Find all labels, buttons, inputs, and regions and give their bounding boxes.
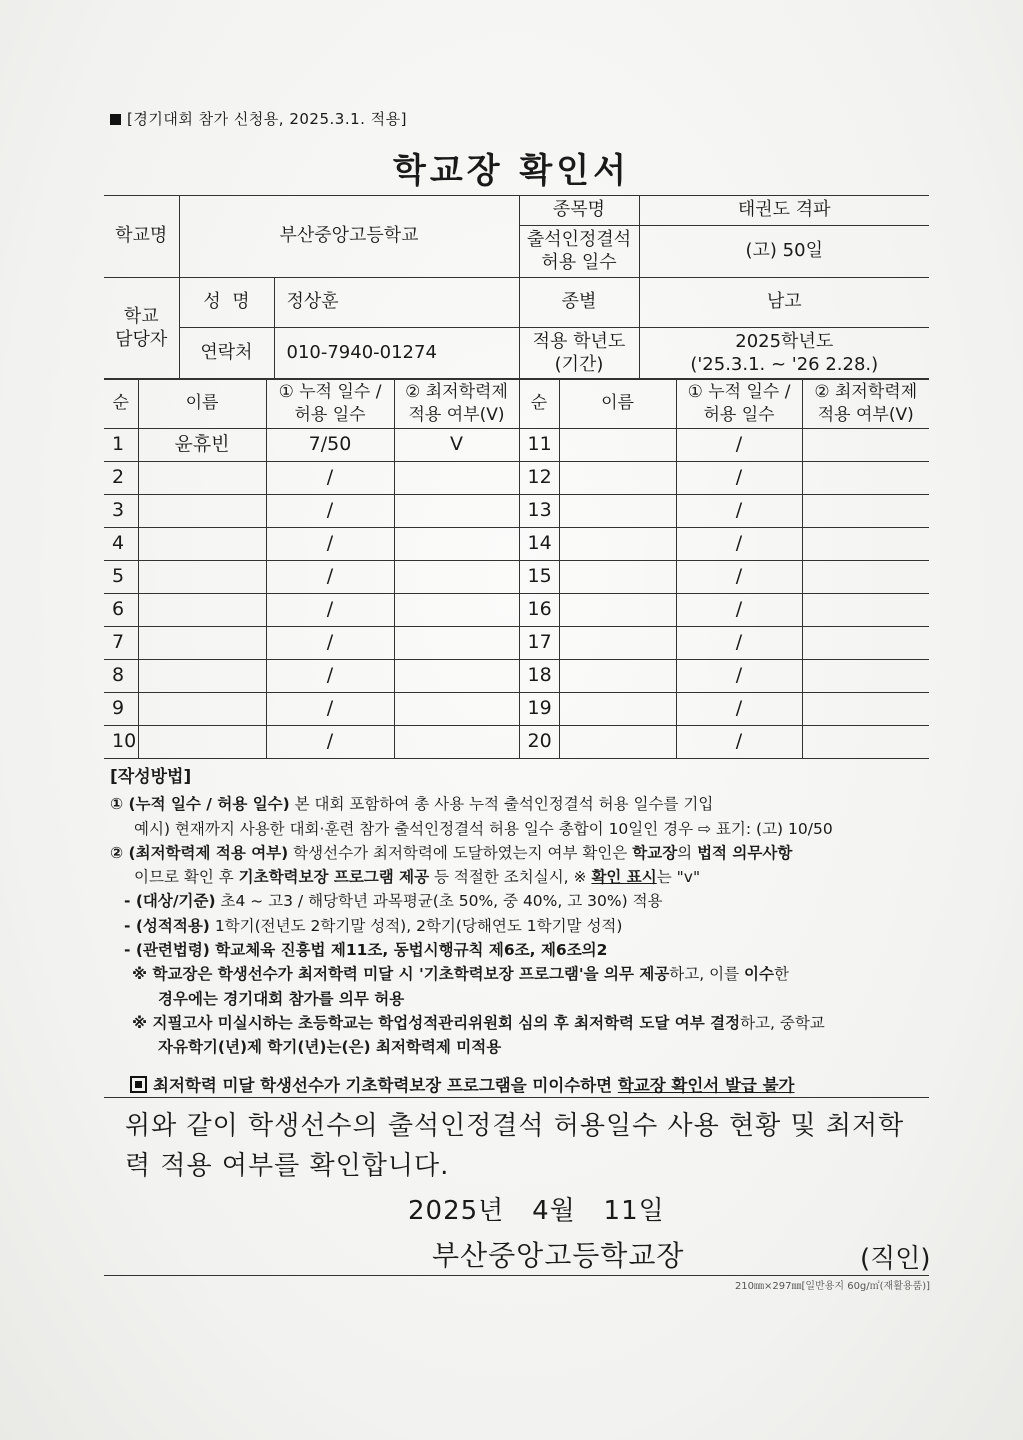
method-line-7 [110, 938, 940, 962]
row-check [802, 627, 929, 660]
method-l11-bold: 자유학기(년)제 학기(년)는(은) 최저학력제 미적용 [158, 1038, 502, 1057]
row-no: 16 [519, 594, 559, 627]
row-check [802, 495, 929, 528]
row-check [394, 726, 519, 759]
row-name [559, 726, 676, 759]
method-l4-text3: 는 "v" [656, 868, 701, 887]
gender-value: 남고 [639, 278, 929, 328]
row-name [138, 495, 266, 528]
roster-body [104, 429, 929, 759]
row-days: / [676, 594, 802, 627]
col-check-left-1: ② 최저학력제 [405, 382, 508, 403]
row-name [559, 693, 676, 726]
table-row [104, 429, 929, 462]
row-name [138, 693, 266, 726]
method-l1-text: 본 대회 포함하여 총 사용 누적 출석인정결석 허용 일수를 기입 [289, 795, 714, 814]
row-days: / [266, 726, 394, 759]
allowed-days-label [519, 226, 639, 278]
roster-header [104, 379, 929, 429]
info-table [104, 195, 929, 380]
row-no: 17 [519, 627, 559, 660]
method-l7-bold: - (관련법령) 학교체육 진흥법 제11조, 동법시행규칙 제6조, 제6조의2 [124, 941, 608, 960]
row-days: / [266, 561, 394, 594]
table-row [104, 627, 929, 660]
row-check [802, 660, 929, 693]
method-l8-bold: ※ 학교장은 학생선수가 최저학력 미달 시 '기초학력보장 프로그램'을 의무 제공 [132, 965, 670, 984]
table-row [104, 528, 929, 561]
row-no: 18 [519, 660, 559, 693]
row-name [138, 594, 266, 627]
row-no: 9 [104, 693, 138, 726]
col-check-left-2: 적용 여부(V) [408, 404, 505, 425]
row-check [802, 462, 929, 495]
method-l8-bold2: 이수 [743, 965, 774, 984]
square-bullet-icon [110, 114, 121, 125]
page-title: 학교장 확인서 [393, 151, 630, 191]
table-row [104, 561, 929, 594]
col-days-right-2: 허용 일수 [703, 404, 775, 425]
row-check [802, 726, 929, 759]
method-line-5 [110, 889, 940, 913]
year-label-2: (기간) [554, 353, 604, 375]
row-check [394, 561, 519, 594]
row-check [802, 693, 929, 726]
col-no-left: 순 [104, 379, 138, 429]
method-l10-text: 하고, 중학교 [740, 1013, 825, 1032]
event-label: 종목명 [519, 196, 639, 226]
table-row [104, 495, 929, 528]
method-l4-bold2: 확인 표시 [591, 868, 657, 887]
method-l4-text: 이므로 확인 후 [134, 868, 239, 887]
row-name [138, 726, 266, 759]
name-label: 성 명 [179, 278, 274, 328]
checkbox-square-icon [130, 1076, 147, 1093]
row-days: / [676, 693, 802, 726]
row-name [559, 594, 676, 627]
row-check [802, 561, 929, 594]
row-name [559, 561, 676, 594]
school-label: 학교명 [104, 196, 179, 278]
year-value-2: ('25.3.1. ~ '26 2.28.) [690, 353, 879, 375]
row-check [802, 429, 929, 462]
year-label [519, 328, 639, 380]
bottom-divider [104, 1275, 929, 1276]
col-days-left-2: 허용 일수 [294, 404, 366, 425]
method-line-3 [110, 841, 940, 865]
phone-value: 010-7940-01274 [274, 328, 519, 380]
official-seal-label: (직인) [860, 1244, 931, 1274]
row-days: 7/50 [266, 429, 394, 462]
row-check: V [394, 429, 519, 462]
method-line-1 [110, 792, 940, 816]
notice-text: 최저학력 미달 학생선수가 기초학력보장 프로그램을 미이수하면 [153, 1076, 618, 1095]
row-no: 14 [519, 528, 559, 561]
method-line-11 [110, 1035, 940, 1059]
method-l6-bold: - (성적적용) [124, 916, 210, 935]
method-l3-bold2: 학교장 [632, 843, 678, 862]
row-no: 3 [104, 495, 138, 528]
notice-underlined: 학교장 확인서 발급 불가 [617, 1076, 795, 1095]
allowed-days-label-2: 허용 일수 [541, 251, 617, 273]
contact-label-1: 학교 [123, 306, 159, 327]
method-line-9 [110, 987, 940, 1011]
row-days: / [266, 660, 394, 693]
row-no: 13 [519, 495, 559, 528]
table-row [104, 594, 929, 627]
col-check-right [802, 379, 929, 429]
row-days: / [266, 462, 394, 495]
row-no: 6 [104, 594, 138, 627]
method-l4-bold: 기초학력보장 프로그램 제공 [238, 868, 430, 887]
allowed-days-value: (고) 50일 [639, 226, 929, 278]
year-value [639, 328, 929, 380]
method-l8-text2: 한 [773, 965, 789, 984]
row-days: / [676, 429, 802, 462]
row-days: / [266, 594, 394, 627]
paper-spec: 210㎜×297㎜[일반용지 60g/㎡(재활용품)] [734, 1281, 930, 1292]
row-name [559, 429, 676, 462]
method-line-8 [110, 962, 940, 986]
method-l5-bold: - (대상/기준) [124, 892, 216, 911]
method-l3-bold: ② (최저학력제 적용 여부) [110, 843, 289, 862]
header-note [110, 108, 407, 129]
row-check [394, 627, 519, 660]
row-no: 15 [519, 561, 559, 594]
row-check [394, 693, 519, 726]
row-name [559, 495, 676, 528]
table-row [104, 660, 929, 693]
row-no: 10 [104, 726, 138, 759]
row-check [802, 594, 929, 627]
row-name [138, 660, 266, 693]
row-no: 2 [104, 462, 138, 495]
row-days: / [676, 528, 802, 561]
year-label-1: 적용 학년도 [532, 331, 626, 352]
method-l8-text: 하고, 이를 [669, 965, 744, 984]
method-l5-text: 초4 ~ 고3 / 해당학년 과목평균(초 50%, 중 40%, 고 30%) 적용 [215, 892, 663, 911]
method-line-4 [110, 865, 940, 889]
row-days: / [676, 726, 802, 759]
row-no: 1 [104, 429, 138, 462]
row-days: / [676, 495, 802, 528]
row-check [802, 528, 929, 561]
row-days: / [676, 660, 802, 693]
method-l1-bold: ① (누적 일수 / 허용 일수) [110, 795, 290, 814]
col-check-right-2: 적용 여부(V) [817, 404, 914, 425]
writing-method [110, 765, 940, 1060]
col-days-right-1: ① 누적 일수 / [687, 382, 791, 403]
row-no: 5 [104, 561, 138, 594]
method-line-2: 예시) 현재까지 사용한 대회·훈련 참가 출석인정결석 허용 일수 총합이 10일인 경우 ⇨ 표기: (고) 10/50 [134, 819, 833, 838]
gender-label: 종별 [519, 278, 639, 328]
row-days: / [676, 462, 802, 495]
row-name [138, 627, 266, 660]
row-check [394, 660, 519, 693]
contact-label [104, 278, 179, 380]
row-name [559, 462, 676, 495]
method-l3-text: 학생선수가 최저학력에 도달하였는지 여부 확인은 [288, 843, 633, 862]
row-name [138, 561, 266, 594]
signer-name: 부산중앙고등학교장 [432, 1239, 685, 1272]
row-no: 7 [104, 627, 138, 660]
col-name-right: 이름 [559, 379, 676, 429]
confirmation-statement: 위와 같이 학생선수의 출석인정결석 허용일수 사용 현황 및 최저학력 적용 여부를 확인합니다. [125, 1111, 905, 1181]
roster-table [104, 378, 929, 759]
contact-label-2: 담당자 [115, 328, 168, 350]
method-l3-text2: 의 [677, 843, 698, 862]
method-l3-bold3: 법적 의무사항 [697, 843, 793, 862]
col-name-left: 이름 [138, 379, 266, 429]
col-check-left [394, 379, 519, 429]
row-name [559, 528, 676, 561]
method-line-10 [110, 1011, 940, 1035]
row-name [138, 528, 266, 561]
col-check-right-1: ② 최저학력제 [814, 382, 918, 403]
row-no: 11 [519, 429, 559, 462]
event-value: 태권도 격파 [639, 196, 929, 226]
row-days: / [266, 528, 394, 561]
table-row [104, 462, 929, 495]
method-l6-text: 1학기(전년도 2학기말 성적), 2학기(당해연도 1학기말 성적) [209, 916, 623, 935]
row-no: 12 [519, 462, 559, 495]
phone-label: 연락처 [179, 328, 274, 380]
col-days-left [266, 379, 394, 429]
row-days: / [676, 627, 802, 660]
table-row [104, 726, 929, 759]
method-heading: [작성방법] [110, 767, 192, 787]
method-line-6 [110, 914, 940, 938]
method-l4-text2: 등 적절한 조치실시, ※ [429, 868, 592, 887]
allowed-days-label-1: 출석인정결석 [526, 229, 632, 250]
row-name: 윤휴빈 [138, 429, 266, 462]
row-days: / [266, 495, 394, 528]
row-no: 19 [519, 693, 559, 726]
method-l10-bold: ※ 지필고사 미실시하는 초등학교는 학업성적관리위원회 심의 후 최저학력 도달 여부 결정 [132, 1013, 741, 1032]
year-value-1: 2025학년도 [735, 331, 834, 352]
col-days-right [676, 379, 802, 429]
row-days: / [676, 561, 802, 594]
row-name [559, 660, 676, 693]
row-check [394, 594, 519, 627]
row-no: 4 [104, 528, 138, 561]
issue-date: 2025년 4월 11일 [408, 1196, 665, 1226]
school-name: 부산중앙고등학교 [179, 196, 519, 278]
divider [104, 1097, 929, 1098]
row-name [559, 627, 676, 660]
method-l9-bold: 경우에는 경기대회 참가를 의무 허용 [158, 989, 405, 1008]
name-value: 정상훈 [274, 278, 519, 328]
row-check [394, 528, 519, 561]
notice-line [130, 1072, 794, 1098]
col-no-right: 순 [519, 379, 559, 429]
col-days-left-1: ① 누적 일수 / [278, 382, 382, 403]
row-no: 20 [519, 726, 559, 759]
header-note-text: [경기대회 참가 신청용, 2025.3.1. 적용] [127, 110, 408, 128]
row-days: / [266, 627, 394, 660]
row-check [394, 462, 519, 495]
row-days: / [266, 693, 394, 726]
row-name [138, 462, 266, 495]
table-row [104, 693, 929, 726]
row-no: 8 [104, 660, 138, 693]
row-check [394, 495, 519, 528]
